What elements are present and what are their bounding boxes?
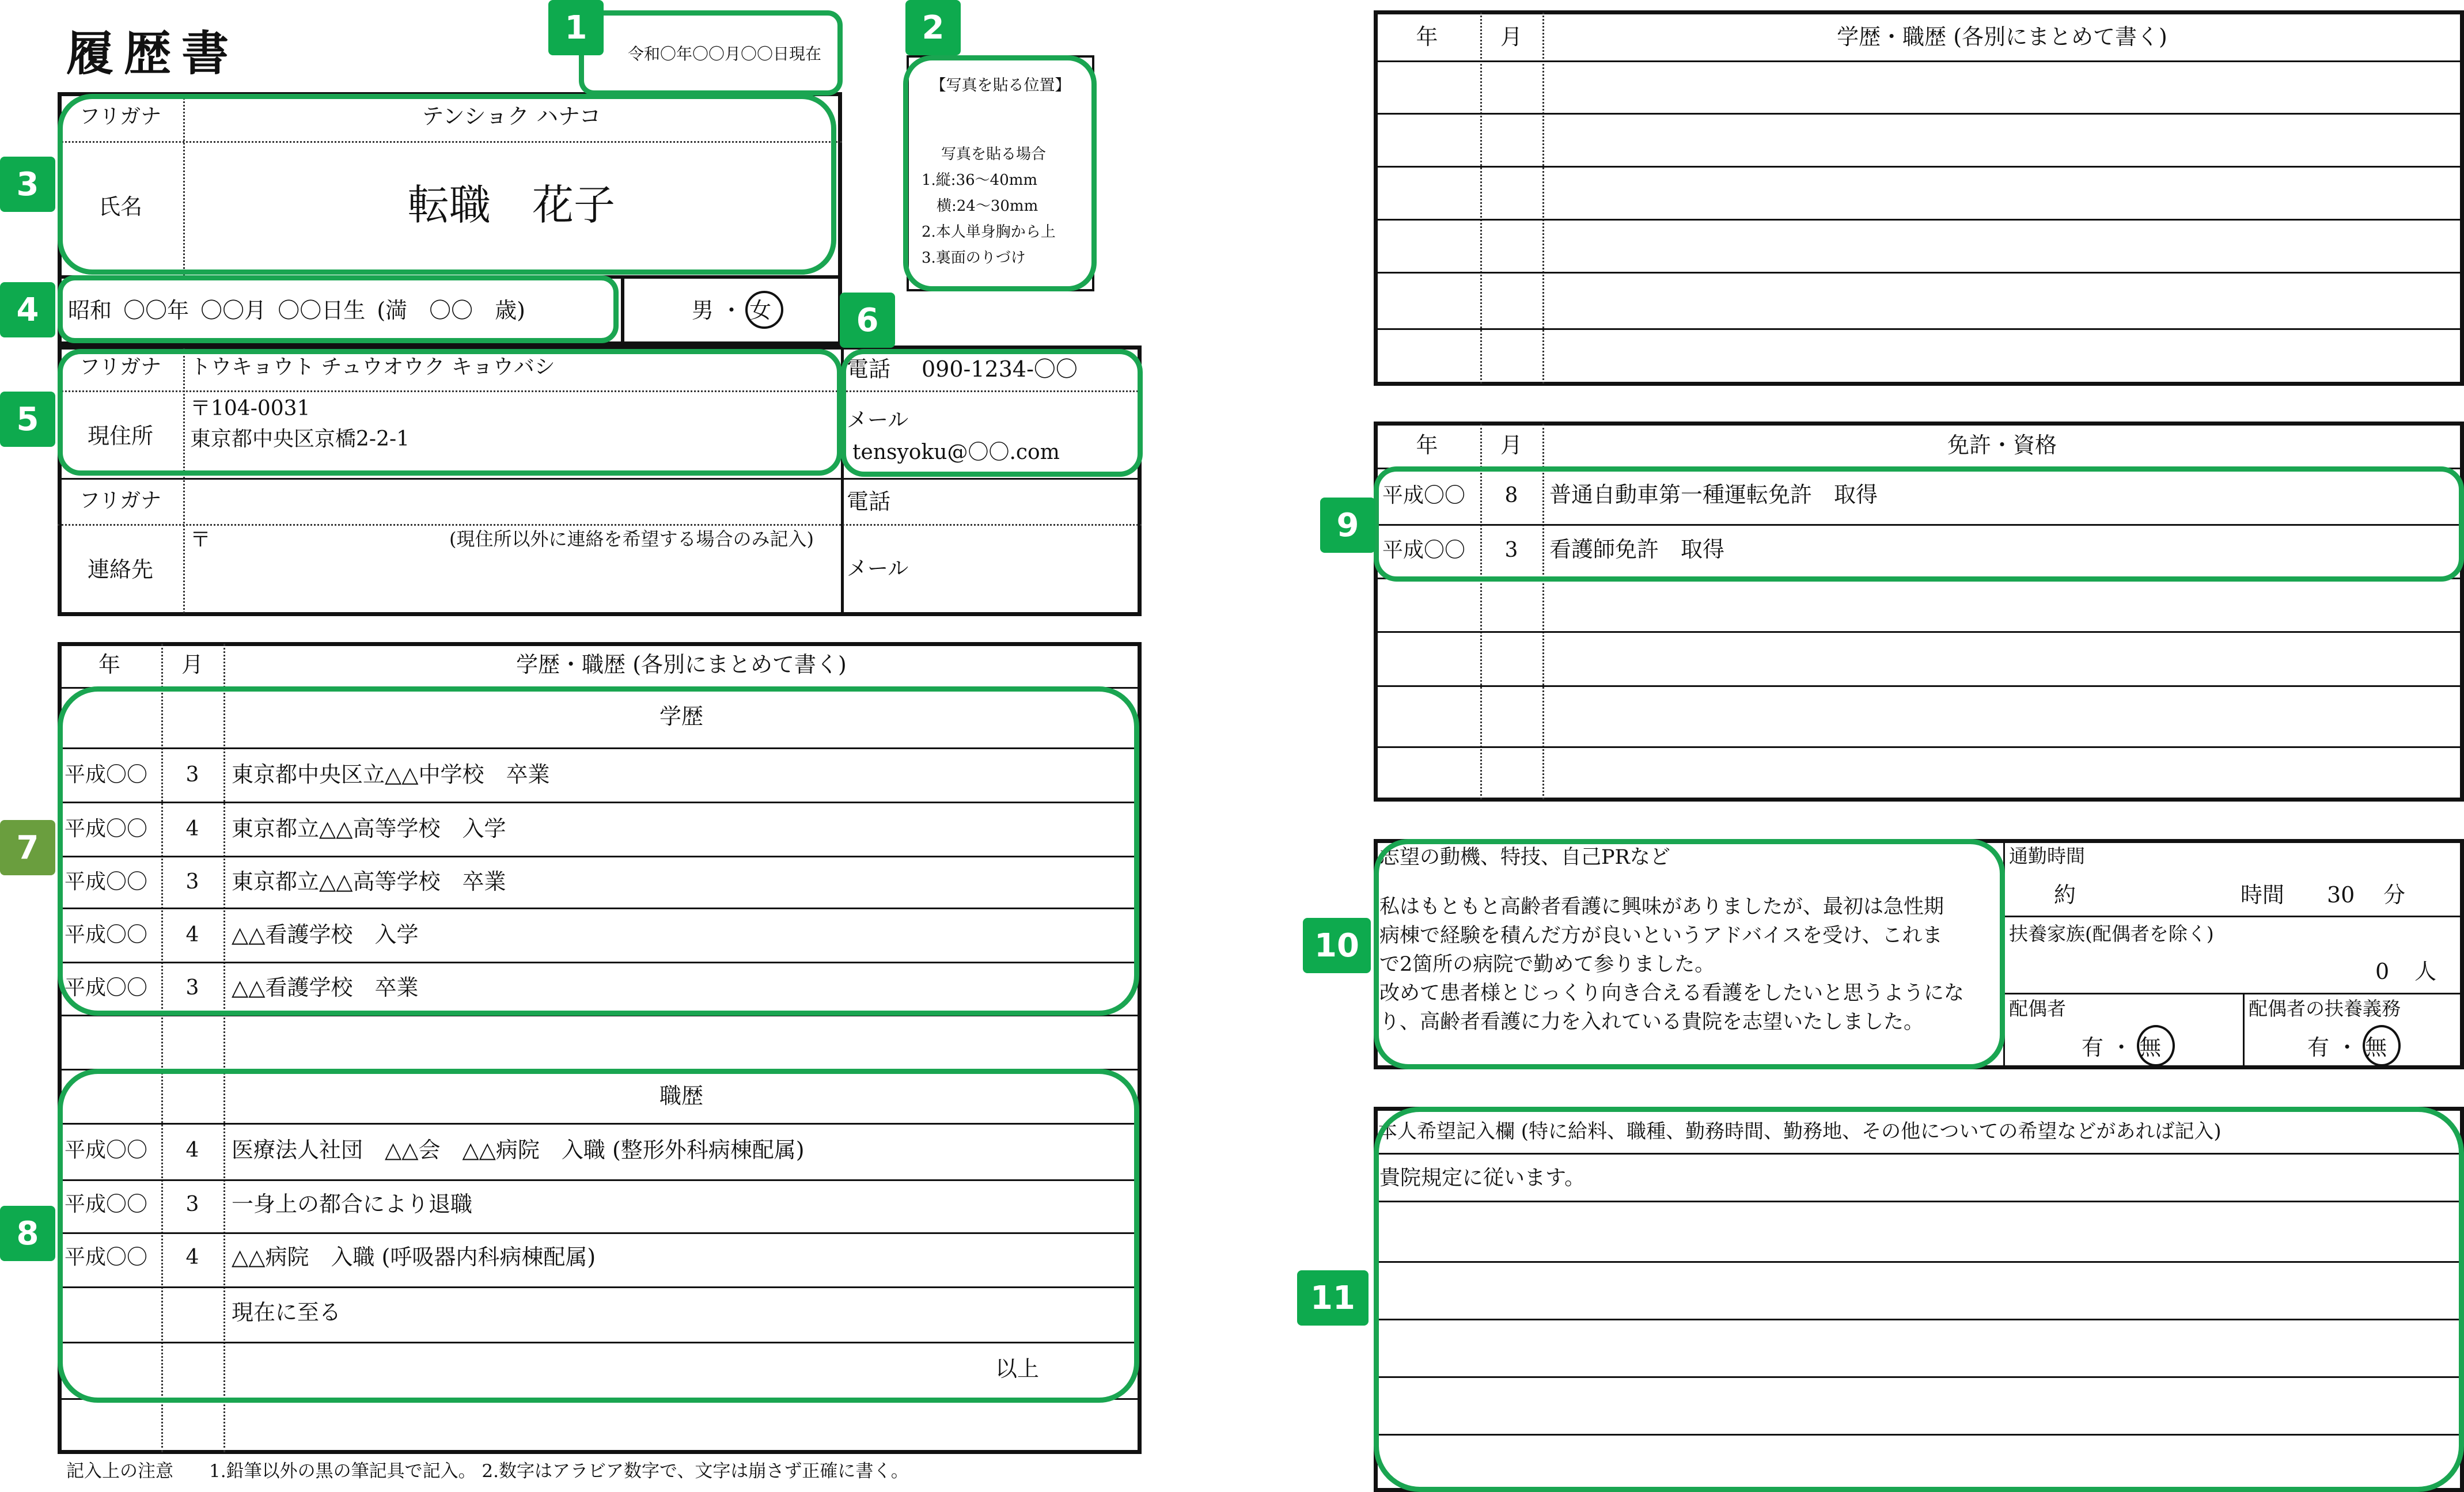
row-text: 東京都立△△高等学校 入学 — [232, 816, 506, 841]
row-month: 4 — [185, 923, 199, 947]
row-text: 一身上の都合により退職 — [232, 1191, 473, 1217]
commute-minutes-unit: 分 — [2383, 882, 2406, 908]
license-header-month: 月 — [1500, 432, 1522, 458]
photo-title: 【写真を貼る位置】 — [930, 77, 1071, 94]
history-header-year: 年 — [98, 652, 120, 677]
row-text: 東京都立△△高等学校 卒業 — [232, 869, 506, 894]
row-year: 平成〇〇 — [65, 923, 148, 947]
row-text: △△看護学校 卒業 — [232, 975, 419, 1000]
education-title: 学歴 — [659, 704, 703, 729]
row-year: 平成〇〇 — [1382, 484, 1466, 507]
footer-note: 記入上の注意 1.鉛筆以外の黒の筆記具で記入。 2.数字はアラビア数字で、文字は崩さず正確に書く。 — [66, 1461, 909, 1482]
phone-label: 電話 — [847, 356, 891, 382]
career-title: 職歴 — [659, 1083, 703, 1108]
address-furigana-value: トウキョウト チュウオウク キョウバシ — [190, 355, 555, 379]
furigana-value: テンショク ハナコ — [422, 104, 601, 129]
history2-header-year: 年 — [1416, 24, 1438, 50]
row-month: 3 — [185, 763, 199, 787]
photo-line: 2.本人単身胸から上 — [922, 223, 1056, 241]
ijo-label: 以上 — [995, 1356, 1040, 1381]
license-header-year: 年 — [1416, 432, 1438, 458]
name-value: 転職 花子 — [407, 181, 615, 229]
mail-label: メール — [847, 408, 909, 432]
spouse-support-value: 有 ・ 無 — [2307, 1035, 2387, 1060]
commute-approx: 約 — [2054, 882, 2076, 908]
dependents-unit: 人 — [2414, 959, 2437, 984]
badge-11: 11 — [1297, 1270, 1369, 1326]
row-month: 4 — [185, 817, 199, 841]
row-month: 4 — [185, 1246, 199, 1269]
row-text: △△病院 入職 (呼吸器内科病棟配属) — [232, 1244, 596, 1270]
row-month: 3 — [185, 870, 199, 894]
motivation-line: 私はもともと高齢者看護に興味がありましたが、最初は急性期 — [1379, 895, 1944, 918]
contact-postal: 〒 — [190, 528, 211, 552]
spouse-circle — [2137, 1025, 2175, 1066]
row-year: 平成〇〇 — [65, 1246, 148, 1269]
row-text: 普通自動車第一種運転免許 取得 — [1549, 482, 1878, 507]
motivation-line: で2箇所の病院で勤めて参りました。 — [1379, 953, 1715, 976]
address-line: 東京都中央区京橋2-2-1 — [190, 427, 410, 451]
row-text: △△看護学校 入学 — [232, 922, 419, 947]
badge-2: 2 — [905, 0, 961, 55]
wishes-value: 貴院規定に従います。 — [1379, 1166, 1586, 1190]
contact-mail-label: メール — [847, 557, 909, 580]
date-line: 令和〇年〇〇月〇〇日現在 — [628, 44, 822, 63]
row-year: 平成〇〇 — [65, 1138, 148, 1162]
row-year: 平成〇〇 — [65, 817, 148, 841]
gender-field: 男 ・ 女 — [691, 298, 772, 323]
row-text: 看護師免許 取得 — [1549, 537, 1725, 562]
motivation-line: り、高齢者看護に力を入れている貴院を志望いたしました。 — [1379, 1011, 1924, 1034]
contact-label: 連絡先 — [87, 557, 153, 582]
row-year: 平成〇〇 — [1382, 538, 1466, 562]
license-table — [1374, 422, 2464, 802]
row-month: 8 — [1504, 484, 1518, 507]
row-text: 東京都中央区立△△中学校 卒業 — [232, 762, 550, 787]
dependents-value: 0 — [2375, 959, 2390, 984]
spouse-value: 有 ・ 無 — [2082, 1035, 2162, 1060]
page-title: 履歴書 — [66, 26, 240, 81]
history-header-title: 学歴・職歴 (各別にまとめて書く) — [516, 652, 847, 677]
spouse-support-label: 配偶者の扶養義務 — [2249, 997, 2401, 1020]
mail-value: tensyoku@〇〇.com — [852, 441, 1060, 464]
wishes-label: 本人希望記入欄 (特に給料、職種、勤務時間、勤務地、その他についての希望などがあれば記入) — [1378, 1120, 2222, 1143]
address-table — [58, 346, 1142, 616]
license-header-title: 免許・資格 — [1947, 432, 2057, 458]
row-month: 3 — [185, 1193, 199, 1216]
contact-phone-label: 電話 — [847, 489, 891, 514]
badge-1: 1 — [548, 0, 604, 55]
row-month: 3 — [1504, 538, 1518, 562]
badge-9: 9 — [1320, 498, 1375, 553]
birth-date: 昭和 〇〇年 〇〇月 〇〇日生 (満 〇〇 歳) — [68, 298, 525, 323]
motivation-label: 志望の動機、特技、自己PRなど — [1379, 846, 1670, 869]
row-text: 医療法人社団 △△会 △△病院 入職 (整形外科病棟配属) — [232, 1137, 805, 1163]
motivation-line: 病棟で経験を積んだ方が良いというアドバイスを受け、これま — [1379, 924, 1943, 947]
address-postal: 〒104-0031 — [190, 397, 310, 420]
name-label: 氏名 — [98, 194, 142, 219]
history2-header-month: 月 — [1500, 24, 1522, 50]
address-label: 現住所 — [87, 423, 153, 449]
history2-header-title: 学歴・職歴 (各別にまとめて書く) — [1837, 24, 2167, 50]
furigana-label: フリガナ — [79, 105, 162, 128]
phone-value: 090-1234-〇〇 — [922, 356, 1078, 382]
row-year: 平成〇〇 — [65, 1193, 148, 1216]
badge-4: 4 — [0, 282, 55, 337]
commute-label: 通勤時間 — [2009, 845, 2085, 867]
contact-note: (現住所以外に連絡を希望する場合のみ記入) — [449, 528, 814, 550]
badge-8: 8 — [0, 1206, 55, 1261]
motivation-line: 改めて患者様とじっくり向き合える看護をしたいと思うようにな — [1379, 982, 1965, 1005]
badge-5: 5 — [0, 392, 55, 447]
row-year: 平成〇〇 — [65, 976, 148, 1000]
row-text: 現在に至る — [232, 1300, 342, 1325]
photo-line: 横:24〜30mm — [922, 198, 1038, 215]
photo-line: 1.縦:36〜40mm — [922, 172, 1038, 189]
history-header-month: 月 — [181, 652, 203, 677]
row-month: 4 — [185, 1138, 199, 1162]
address-furigana-label: フリガナ — [79, 355, 162, 379]
badge-3: 3 — [0, 157, 55, 212]
badge-6: 6 — [840, 293, 895, 348]
history-table — [58, 642, 1142, 1454]
badge-7: 7 — [0, 820, 55, 875]
row-year: 平成〇〇 — [65, 870, 148, 894]
photo-line: 3.裏面のりづけ — [922, 249, 1026, 267]
dependents-label: 扶養家族(配偶者を除く) — [2009, 922, 2214, 945]
spouse-label: 配偶者 — [2009, 997, 2066, 1020]
gender-circle — [745, 291, 783, 329]
commute-minutes: 30 — [2327, 882, 2355, 908]
row-year: 平成〇〇 — [65, 763, 148, 787]
badge-10: 10 — [1303, 918, 1371, 973]
row-month: 3 — [185, 976, 199, 1000]
photo-line: 写真を貼る場合 — [941, 146, 1047, 163]
contact-furigana-label: フリガナ — [79, 489, 162, 512]
commute-hours-unit: 時間 — [2241, 882, 2285, 908]
spouse-support-circle — [2363, 1025, 2401, 1066]
